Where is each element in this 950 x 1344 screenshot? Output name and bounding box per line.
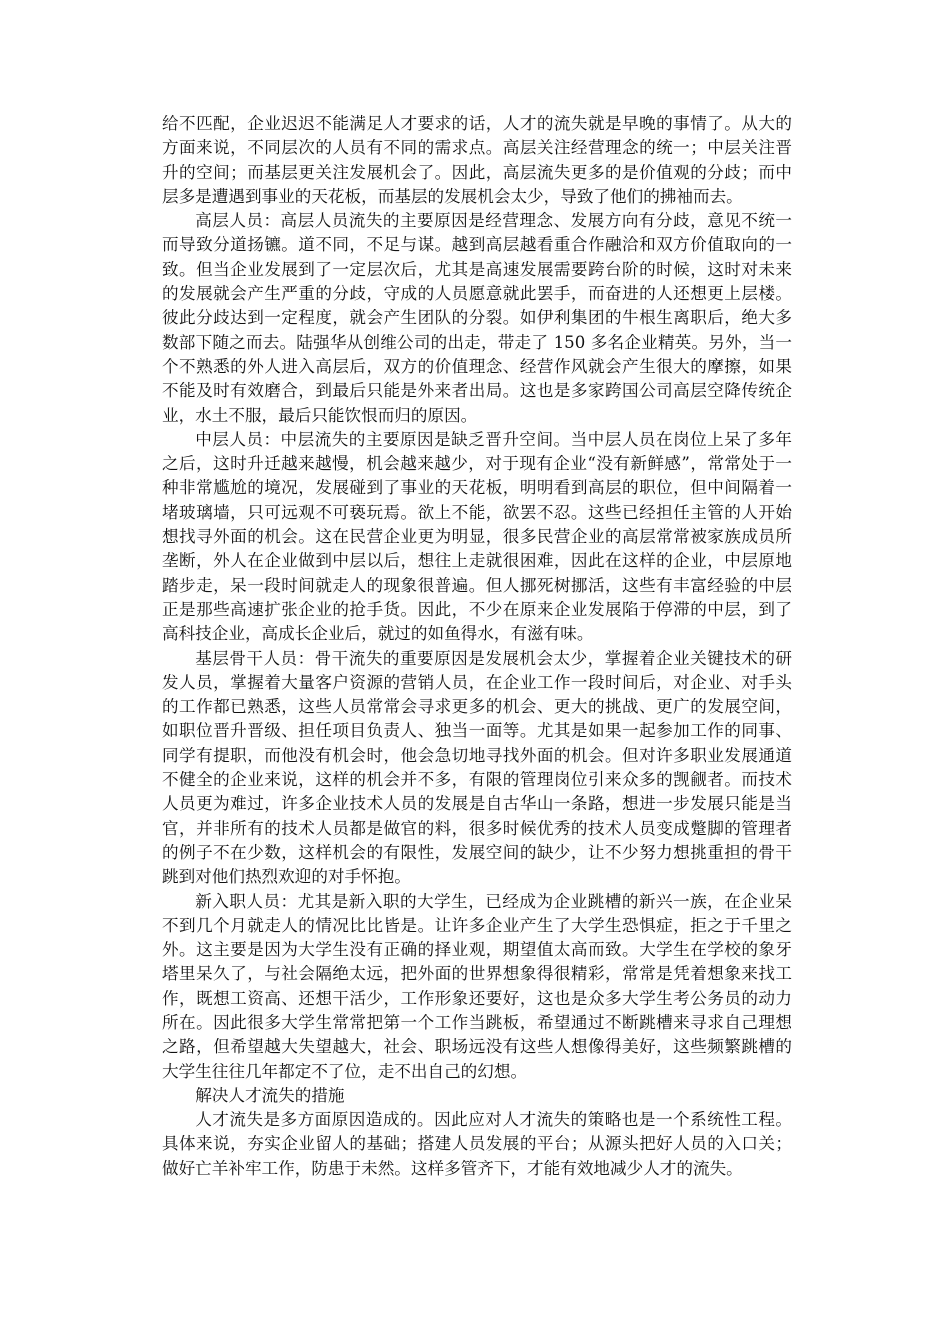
paragraph-middle-staff: 中层人员：中层流失的主要原因是缺乏晋升空间。当中层人员在岗位上呆了多年之后，这时升迁越来越慢，机会越来越少，对于现有企业“没有新鲜感”，常常处于一种非常尴尬的境况，发展碰到了事业的天花板，明明看到高层的职位，但中间隔着一堵玻璃墙，只可远观不可亵玩焉。欲上不能，欲罢不忍。这些已经担任主管的人开始想找寻外面的机会。这在民营企业更为明显，很多民营企业的高层常常被家族成员所垄断，外人在企业做到中层以后，想往上走就很困难，因此在这样的企业，中层原地踏步走，呆一段时间就走人的现象很普遍。但人挪死树挪活，这些有丰富经验的中层正是那些高速扩张企业的抢手货。因此，不少在原来企业发展陷于停滞的中层，到了高科技企业，高成长企业后，就过的如鱼得水，有滋有味。 xyxy=(162,429,792,644)
section-heading-measures: 解决人才流失的措施 xyxy=(195,1085,345,1105)
paragraph-new-hires: 新入职人员：尤其是新入职的大学生，已经成为企业跳槽的新兴一族，在企业呆不到几个月就走人的情况比比皆是。让许多企业产生了大学生恐惧症，拒之于千里之外。这主要是因为大学生没有正确的择业观，期望值太高而致。大学生在学校的象牙塔里呆久了，与社会隔绝太远，把外面的世界想象得很精彩，常常是凭着想象来找工作，既想工资高、还想干活少，工作形象还要好，这也是众多大学生考公务员的动力所在。因此很多大学生常常把第一个工作当跳板，希望通过不断跳槽来寻求自己理想之路，但希望越大失望越大，社会、职场远没有这些人想像得美好，这些频繁跳槽的大学生往往几年都定不了位，走不出自己的幻想。 xyxy=(162,891,792,1081)
paragraph-measures: 人才流失是多方面原因造成的。因此应对人才流失的策略也是一个系统性工程。具体来说，夯实企业留人的基础；搭建人员发展的平台；从源头把好人员的入口关；做好亡羊补牢工作，防患于未然。这样多管齐下，才能有效地减少人才的流失。 xyxy=(162,1110,792,1178)
paragraph-core-grassroots-staff: 基层骨干人员：骨干流失的重要原因是发展机会太少，掌握着企业关键技术的研发人员，掌握着大量客户资源的营销人员，在企业工作一段时间后，对企业、对手头的工作都已熟悉，这些人员常常会寻求更多的机会、更大的挑战、更广的发展空间，如职位晋升晋级、担任项目负责人、独当一面等。尤其是如果一起参加工作的同事、同学有提职，而他没有机会时，他会急切地寻找外面的机会。但对许多职业发展通道不健全的企业来说，这样的机会并不多，有限的管理岗位引来众多的觊觎者。而技术人员更为难过，许多企业技术人员的发展是自古华山一条路，想进一步发展只能是当官，并非所有的技术人员都是做官的料，很多时候优秀的技术人员变成蹩脚的管理者的例子不在少数，这样机会的有限性，发展空间的缺少，让不少努力想挑重担的骨干跳到对他们热烈欢迎的对手怀抱。 xyxy=(162,648,792,887)
paragraph-intro-continuation: 给不匹配，企业迟迟不能满足人才要求的话，人才的流失就是早晚的事情了。从大的方面来说，不同层次的人员有不同的需求点。高层关注经营理念的统一；中层关注晋升的空间；而基层更关注发展机会了。因此，高层流失更多的是价值观的分歧；而中层多是遭遇到事业的天花板，而基层的发展机会太少，导致了他们的拂袖而去。 xyxy=(162,114,792,206)
paragraph-senior-staff: 高层人员：高层人员流失的主要原因是经营理念、发展方向有分歧，意见不统一而导致分道扬镳。道不同，不足与谋。越到高层越看重合作融洽和双方价值取向的一致。但当企业发展到了一定层次后，尤其是高速发展需要跨台阶的时候，这时对未来的发展就会产生严重的分歧，守成的人员愿意就此罢手，而奋进的人还想更上层楼。彼此分歧达到一定程度，就会产生团队的分裂。如伊利集团的牛根生离职后，绝大多数部下随之而去。陆强华从创维公司的出走，带走了 150 多名企业精英。另外，当一个不熟悉的外人进入高层后，双方的价值理念、经营作风就会产生很大的摩擦，如果不能及时有效磨合，到最后只能是外来者出局。这也是多家跨国公司高层空降传统企业，水土不服，最后只能饮恨而归的原因。 xyxy=(162,211,792,425)
document-body xyxy=(162,112,792,1181)
